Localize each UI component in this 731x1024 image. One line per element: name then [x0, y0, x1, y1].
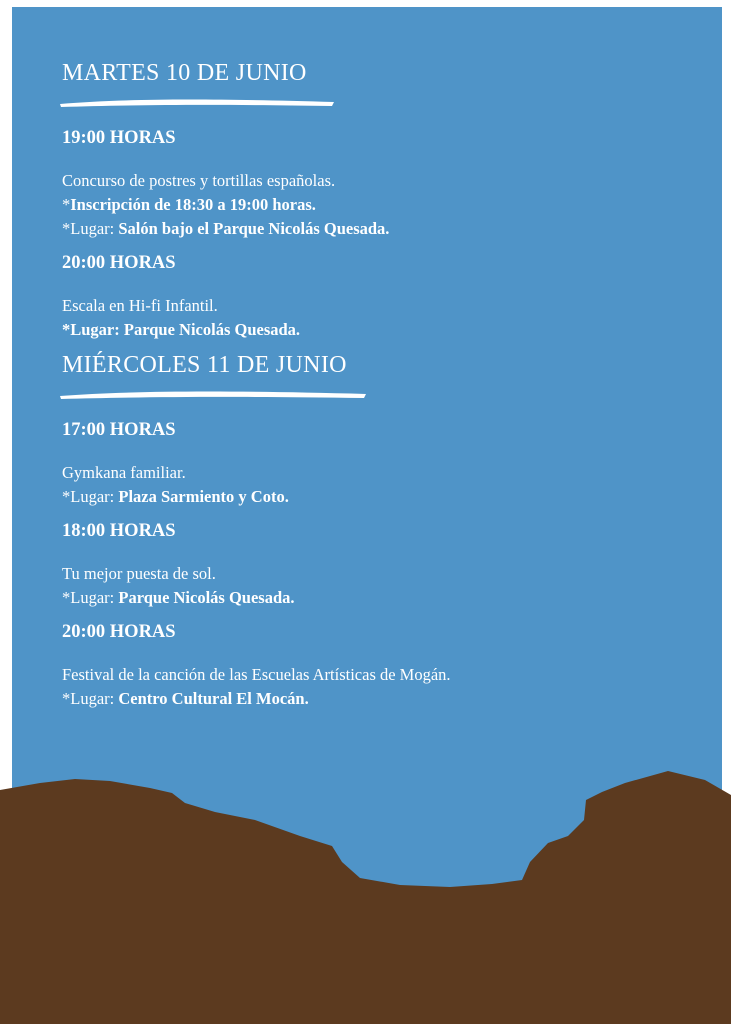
- place-name: Salón bajo el Parque Nicolás Quesada.: [118, 219, 390, 238]
- event-description: Gymkana familiar.: [62, 463, 186, 482]
- event-item: [62, 420, 702, 509]
- event-description: Festival de la canción de las Escuelas Artísticas de Mogán.: [62, 665, 451, 684]
- event-description-block: [62, 663, 702, 711]
- event-item: [62, 128, 702, 241]
- event-time: 17:00 HORAS: [62, 420, 176, 440]
- event-time: 20:00 HORAS: [62, 253, 176, 273]
- event-time: 20:00 HORAS: [62, 622, 176, 642]
- event-place: [62, 217, 702, 241]
- day-title: MIÉRCOLES 11 DE JUNIO: [62, 352, 347, 378]
- place-prefix: *Lugar:: [62, 588, 119, 607]
- place-name: Parque Nicolás Quesada.: [123, 320, 301, 339]
- schedule-content: [62, 60, 702, 721]
- brush-underline: [58, 388, 370, 402]
- place-name: Plaza Sarmiento y Coto.: [118, 487, 289, 506]
- place-name: Centro Cultural El Mocán.: [118, 689, 309, 708]
- event-description-block: [62, 294, 702, 342]
- inscription-prefix: *: [62, 195, 71, 214]
- day-header-martes: [62, 60, 702, 116]
- event-item: [62, 253, 702, 342]
- brush-underline: [58, 96, 338, 110]
- event-description-block: [62, 169, 702, 241]
- event-time: 18:00 HORAS: [62, 521, 176, 541]
- day-header-miercoles: [62, 352, 702, 408]
- day-title: MARTES 10 DE JUNIO: [62, 60, 307, 86]
- place-prefix: *Lugar:: [62, 219, 119, 238]
- inscription-text: Inscripción de 18:30 a 19:00 horas.: [70, 195, 316, 214]
- event-item: [62, 521, 702, 610]
- place-prefix: *Lugar:: [62, 320, 124, 339]
- event-inscription: [62, 193, 702, 217]
- place-name: Parque Nicolás Quesada.: [118, 588, 295, 607]
- event-place: [62, 318, 702, 342]
- event-place: [62, 687, 702, 711]
- event-place: [62, 485, 702, 509]
- event-place: [62, 586, 702, 610]
- event-description: Concurso de postres y tortillas españolas.: [62, 171, 336, 190]
- event-description-block: [62, 562, 702, 610]
- place-prefix: *Lugar:: [62, 689, 119, 708]
- place-prefix: *Lugar:: [62, 487, 119, 506]
- event-description-block: [62, 461, 702, 509]
- event-item: [62, 622, 702, 711]
- event-description: Tu mejor puesta de sol.: [62, 564, 216, 583]
- event-description: Escala en Hi-fi Infantil.: [62, 296, 218, 315]
- event-time: 19:00 HORAS: [62, 128, 176, 148]
